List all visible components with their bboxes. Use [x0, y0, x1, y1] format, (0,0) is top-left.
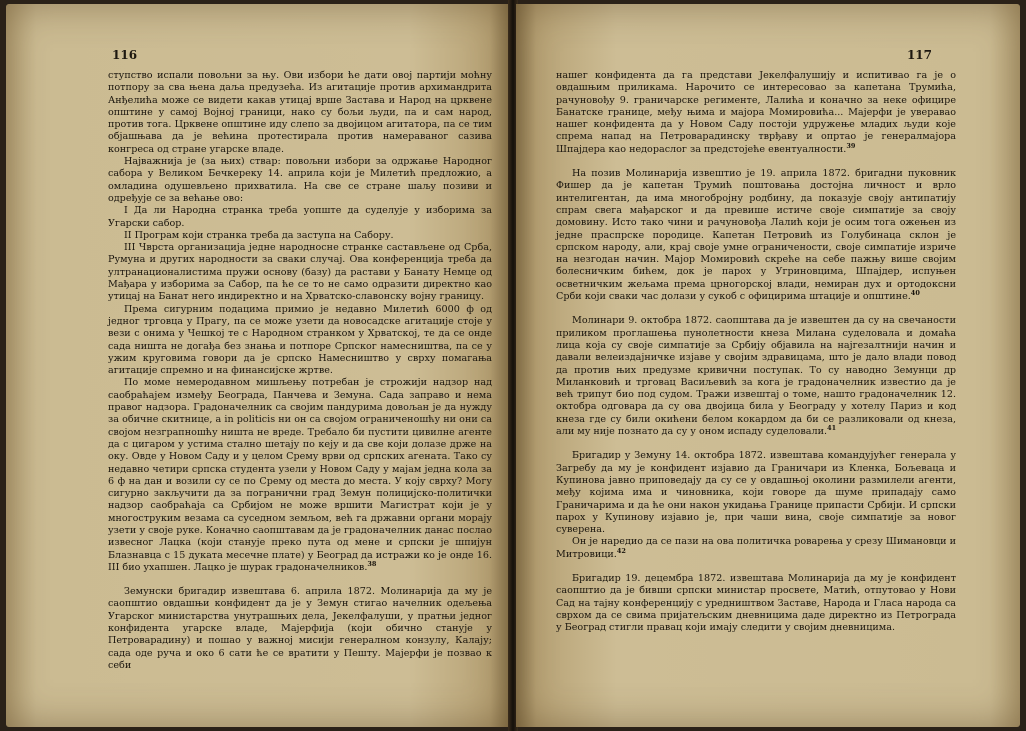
page-text — [556, 70, 956, 634]
page-text — [108, 70, 492, 672]
paragraph — [108, 242, 492, 303]
footnote-marker: 40 — [910, 288, 920, 297]
right-page — [516, 4, 1020, 727]
paragraph-text: Бригадир 19. децембра 1872. извештава Молинарија да му је конфидент саопштио да је бивши српски министар просвете, Матић, отпутовао у Нови Сад на тајну конференцију с уредништвом Заставе, Народа и Гласа народа са сврхом да се свима пријатељским дневницима даде директно из Петрограда у Београд стигли правац који имају следити у својим дневницима. — [556, 572, 956, 634]
paragraph-text: Земунски бригадир извештава 6. априла 1872. Молинарија да му је саопштио овдашњи конфидент да је у Земун стигао начелник одељења Угарског министарства унутрашњих дела, Јекелфалуши, у пратњи једног конфидента угарске владе, Мајерфија (који обично станује у Петроварадину) и пошао у важној мисији генералном конзулу, Калају; сада оде руча и око 6 сати ће се вратити у Пешту. Мајерфи је позвао к себи — [108, 586, 492, 671]
page-number: 116 — [112, 48, 138, 62]
paragraph-text: Он је наредио да се пази на ова политичка роварења у срезу Шимановци и Митровици. — [556, 536, 957, 560]
paragraph-text: Бригадир у Земуну 14. октобра 1872. извештава командујућег генерала у Загребу да му је конфидент изјавио да Граничари из Кленка, Бољеваца и Купинова јавно приповедају да су се у овдашњој околини размилели агенти, међу којима има и чиновника, који говоре да шуме припадају само Граничарима и да ће они након укидања Границе припасти Србији. И српски парох у Купинову изјавио је, при чаши вина, своје симпатије за новог суверена. — [556, 450, 956, 536]
paragraph — [108, 205, 492, 230]
paragraph — [108, 230, 492, 242]
paragraph — [556, 450, 956, 536]
paragraph-text: II Програм који странка треба да заступа на Сабору. — [124, 229, 394, 241]
paragraph — [556, 573, 956, 634]
left-page — [6, 4, 510, 727]
paragraph-text: нашег конфидента да га представи Јекелфалушију и испитивао га је о овдашњим приликама. Нарочито се интересовао за капетана Трумића, рачуновођу 9. граничарске регименте, Лалића и коначно за неке официре Банатске границе, међу њима и мајора Момировића... Мајерфи је уверавао нашег конфидента да у Новом Саду постоји удружење младих људи које спрема напад на Петроварадинску тврђаву и опртао је генералмајора Шпајдера као недораслог за предстојеће евентуалности. — [556, 70, 956, 155]
paragraph-text: ступство испали повољни за њу. Ови избори ће дати овој партији моћну потпору за сва њена даља предузећа. Из агитације против архимандрита Анђелића може се видети какав утицај врше Застава и Народ на црквене општине у самој Војној граници, нако су бољи људи, па и сам народ, против тога. Црквене општине иду слепо за двојицом агитатора, па се тим објашњава да је већина протестирала против намераваног сазива конгреса од стране угарске владе. — [108, 70, 492, 155]
paragraph — [556, 168, 956, 303]
footnote-marker: 42 — [616, 546, 626, 555]
paragraph-text: Молинари 9. октобра 1872. саопштава да је извештен да су на свечаности приликом проглашења пунолетности кнеза Милана суделовала и домаћа лица која су своје симпатије за Србију објавила на најгезалтнији начин и давали велеиздајничке изјаве у својим здравицама, што је дало влади повод да против њих предузме кривични поступак. То су наводно Земунци др Миланковић и трговац Васиљевић за кога је градоначелник известио да је већ трипут био под судом. Тражи извештај о томе, нашто градоначелник 12. октобра одговара да су ова двојица била у Београду у хотелу Париз и код кнеза где су били окићени белом кокардом да би се разликовали од кнеза, али му није познато да су у оном испаду суделовали. — [556, 315, 956, 438]
paragraph — [108, 586, 492, 672]
paragraph — [108, 377, 492, 574]
paragraph — [108, 304, 492, 378]
paragraph — [556, 315, 956, 438]
footnote-marker: 41 — [827, 423, 837, 432]
footnote-marker: 38 — [367, 559, 377, 568]
paragraph-text: По моме немеродавном мишљењу потребан је строжији надзор над саобраћајем између Београда, Панчева и Земуна. Сада заправо и нема правог надзора. Градоначелник са својим пандурима довољан је да нужду за обичне скитнице, а in politicis ни он са својом ограниченошћу ни они са својом незграпношћу ништа не вреде. Требало би пустити цивилне агенте да с цигаром у устима стално шетају по кеју и да све који долазе држе на оку. Овде у Новом Саду и у целом Срему врви од српских агената. Тако су недавно четири српска студента узели у Новом Саду у мајам једна кола за 6 ф на дан и возили су се по Срему од места до места. У коју сврху? Могу сигурно закључити да за погранични град Земун полицијско-политички надзор саобраћаја са Србијом не може вршити Магистрат који је у многоструким везама са суседном земљом, већ га државни органи морају узети у своје руке. Коначно саопштавам да је градоначелник данас послао извесног Лацка (који станује преко пута од мене и српски је шпијун Блазнавца с 15 дуката месечне плате) у Београд да истражи ко је онде 16. III био ухапшен. Лацко је шурак градоначелников. — [108, 377, 492, 573]
footnote-marker: 39 — [846, 141, 856, 150]
page-number: 117 — [906, 48, 932, 62]
paragraph-text: На позив Молинарија извештио је 19. априла 1872. бригадни пуковник Фишер да је капетан Трумић поштовања достојна личност и врло интелигентан, да има многобројну родбину, да показује своју антипатију спрам свега мађарског и да превише истиче своје симпатије за своју домовину. Исто тако чини и рачуновођа Лалић који је осим тога ожењен из једне праспрске породице. Капетан Петровић из Голубинаца склон је српском народу, али, крај своје умне ограничености, своје симпатије изриче на незгодан начин. Мајор Момировић скреће на себе пажњу више својим болесничким бићем, док је парох у Угриновцима, Шпајдер, испуњен осветничким жељама према црногорској влади, немиран дух и ортодоксни Срби који сваки час долази у сукоб с официрима штације и општине. — [556, 168, 956, 303]
paragraph — [556, 70, 956, 156]
paragraph-text: Најважнија је (за њих) ствар: повољни избори за одржање Народног сабора у Великом Бечкереку 14. априла који је Милетић предложио, а омладина одушевљено прихватила. На све се стране шаљу позиви и одређује се за већање ово: — [108, 156, 492, 204]
paragraph-text: Према сигурним подацима примио је недавно Милетић 6000 ф од једног трговца у Прагу, па се може узети да новосадске агитације стоје у вези с онима у Чешкој те с Народном странком у Хрватској, те да се онде сада ништа не догађа без знања и потпоре Српског намесништва, па се у ужим круговима говори да је српско Намесништво у сврху помагања агитације спремно и на финансијске жртве. — [108, 303, 492, 377]
paragraph-text: I Да ли Народна странка треба уопште да суделује у изборима за Угарски сабор. — [108, 205, 492, 229]
paragraph — [108, 70, 492, 156]
paragraph — [108, 156, 492, 205]
paragraph-text: III Чврста организација једне народносне странке састављене од Срба, Румуна и других народности за сваки случај. Ова конференција треба да ултранационалистима пружи основу (базу) да растави у Банату Немце од Мађара у изборима за Сабор, па ће се то не само одразити директно као утицај на Банат него индиректно и на Хрватско-славонску војну границу. — [108, 242, 492, 303]
paragraph — [556, 536, 956, 561]
